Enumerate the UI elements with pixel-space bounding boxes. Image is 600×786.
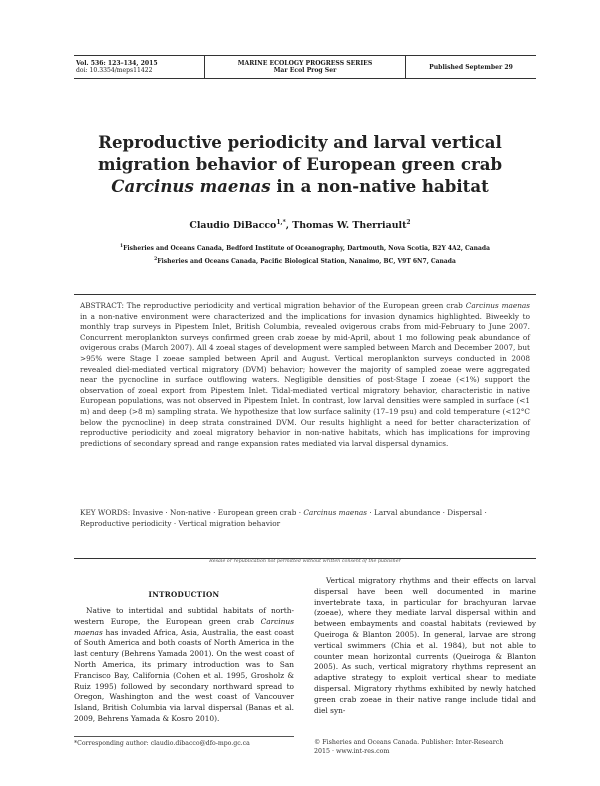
journal-name: MARINE ECOLOGY PROGRESS SERIES xyxy=(237,60,373,67)
keywords: KEY WORDS: Invasive · Non-native · European green crab · Carcinus maenas · Larval abundance · Dispersal · Reproductive periodicity · Vertical migration behavior xyxy=(80,508,487,528)
volume-info: Vol. 536: 123–134, 2015 xyxy=(76,60,158,67)
doi-link[interactable]: doi: 10.3354/meps11422 xyxy=(76,67,153,74)
author-list: Claudio DiBacco$^{1,*}$, Thomas W. Therriault$^2$ xyxy=(189,219,411,232)
journal-name-block xyxy=(204,56,406,78)
publish-date: Published September 29 xyxy=(429,63,513,71)
abstract-box xyxy=(74,294,536,559)
author-1: Claudio DiBacco xyxy=(189,220,277,232)
publish-date-block xyxy=(406,56,536,78)
affiliations xyxy=(80,241,530,267)
publisher-url[interactable]: 2015 · www.int-res.com xyxy=(314,748,390,755)
author-2: Thomas W. Therriault xyxy=(292,220,407,232)
resale-notice: Resale or republication not permitted without written consent of the publisher xyxy=(209,559,401,564)
journal-header xyxy=(74,55,536,79)
right-column xyxy=(314,576,536,716)
title-line-2: migration behavior of European green crab xyxy=(97,154,503,174)
journal-abbrev: Mar Ecol Prog Ser xyxy=(273,67,337,74)
left-column xyxy=(74,590,294,725)
corresponding-author-footnote: *Corresponding author: claudio.dibacco@dfo-mpo.gc.ca xyxy=(74,736,294,747)
abstract: ABSTRACT: The reproductive periodicity and vertical migration behavior of the European green crab Carcinus maenas in a non-native environment were characterized and the implications for invasion dynamics highlighted. Biweekly to monthly trap surveys in Pipestem Inlet, British Columbia, revealed ovigerous crabs from mid-February to June 2007. Concurrent meroplankton surveys confirmed green crab zoeae by mid-April, about 1 mo following peak abundance of ovigerous crabs (March 2007). All 4 zoeal stages of development were sampled between March and December 2007, but >95% were Stage I zoeae sampled between April and August. Vertical meroplankton surveys conducted in 2008 revealed diel-mediated vertical migratory (DVM) behavior; however the majority of sampled zoeae were aggregated near the pycnocline in surface outflowing waters. Negligible densities of post-Stage I zoeae (<1%) support the observation of zoeal export from Pipestem Inlet. Tidal-mediated vertical migratory behavior, characteristic in native European populations, was not observed in Pipestem Inlet. In contrast, low larval densities were sampled in surface (<1 m) and deep (>8 m) sampling strata. We hypothesize that low surface salinity (17–19 psu) and cold temperature (<12°C below the pycnocline) in deep strata constrained DVM. Our results highlight a need for better characterization of reproductive periodicity and zoeal migratory behavior in non-native habitats, which has implications for improving predictions of secondary spread and range expansion rates mediated via larval dispersal dynamics. xyxy=(80,301,530,448)
citation-block xyxy=(74,56,204,78)
intro-paragraph: Native to intertidal and subtidal habitats of north-western Europe, the European green crab Carcinus maenas has invaded Africa, Asia, Australia, the east coast of South America and both coasts of North America in the last century (Behrens Yamada 2001). On the west coast of North America, its primary introduction was to San Francisco Bay, California (Cohen et al. 1995, Grosholz & Ruiz 1995) followed by secondary northward spread to Oregon, Washington and the west coast of Vancouver Island, British Columbia via larval dispersal (Banas et al. 2009, Behrens Yamada & Kosro 2010). xyxy=(74,606,294,723)
article-title xyxy=(60,131,540,197)
section-heading-introduction: INTRODUCTION xyxy=(148,590,220,599)
copyright-footnote: © Fisheries and Oceans Canada. Publisher: Inter-Research 2015 · www.int-res.com xyxy=(314,738,536,756)
title-line-3: Carcinus maenas in a non-native habitat xyxy=(111,176,489,196)
right-paragraph: Vertical migratory rhythms and their effects on larval dispersal have been well documented in marine invertebrate taxa, in particular for brachyuran larvae (zoeae), where they mediate larval dispersal within and between embayments and coastal habitats (reviewed by Queiroga & Blanton 2005). In general, larvae are strong vertical swimmers (Chia et al. 1984), but not able to counter mean horizontal currents (Queiroga & Blanton 2005). As such, vertical migratory rhythms represent an adaptive strategy to exploit vertical shear to mediate dispersal. Migratory rhythms exhibited by newly hatched green crab zoeae in their native range include tidal and diel syn- xyxy=(314,576,536,715)
title-line-1: Reproductive periodicity and larval vertical xyxy=(98,132,502,152)
species-name: Carcinus maenas xyxy=(111,176,271,196)
affiliation-2: $^2$Fisheries and Oceans Canada, Pacific Biological Station, Nanaimo, BC, V9T 6N7, Canada xyxy=(154,257,456,265)
affiliation-1: $^1$Fisheries and Oceans Canada, Bedford Institute of Oceanography, Dartmouth, Nova Scotia, B2Y 4A2, Canada xyxy=(119,244,491,252)
